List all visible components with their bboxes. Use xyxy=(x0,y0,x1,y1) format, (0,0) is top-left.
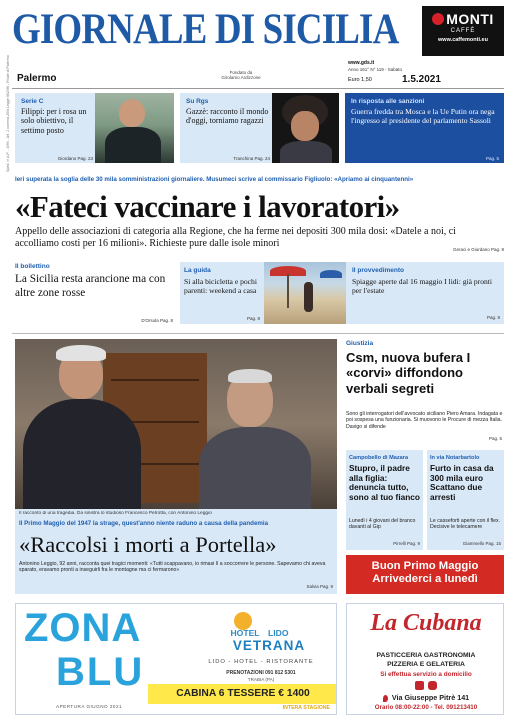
teaser-photo-singer xyxy=(272,93,339,163)
ad-cubana-line1: PASTICCERIA GASTRONOMIA xyxy=(376,652,476,659)
teaser-category: In risposta alle sanzioni xyxy=(351,98,425,105)
masthead-issue: Anno 161° N° 119 - Sabato xyxy=(348,67,403,72)
ad-cubana-brand: La Cubana xyxy=(370,610,482,636)
location-pin-icon xyxy=(383,695,388,702)
ad-la-cubana[interactable] xyxy=(346,603,504,715)
teaser-photo-coach xyxy=(95,93,174,163)
masthead-price: Euro 1,50 xyxy=(348,77,372,83)
lead-summary: Appello delle associazioni di categoria alla Regione, che ha ferme nei depositi 300 mila dosi: «Datele a noi, ci accolliamo costi per 16 milioni». Richieste pure dalle isole minori xyxy=(15,226,456,250)
ad-brand-top: ZONA xyxy=(24,606,142,650)
ad-offer-sub: INTERA STAGIONE xyxy=(282,705,330,711)
mid-category: Il bollettino xyxy=(15,263,50,270)
mid-category: Il provvedimento xyxy=(352,267,405,274)
small-headline: Stupro, il padre alla figlia: denuncia tutto, sono al tuo fianco xyxy=(349,463,420,502)
story-headline[interactable]: «Raccolsi i morti a Portella» xyxy=(19,532,277,557)
lead-ref: Geraci e Giordano Pag. 8 xyxy=(452,247,504,252)
masthead-rule xyxy=(12,88,504,89)
teaser-ref: Pag. 5 xyxy=(485,156,499,161)
masthead-website[interactable]: www.gds.it xyxy=(348,60,375,66)
ad-cubana-line3: Si effettua servizio a domicilio xyxy=(380,671,472,678)
instagram-icon[interactable] xyxy=(428,681,437,690)
greeting-banner[interactable] xyxy=(346,555,504,594)
greeting-line2: Arrivederci a lunedì xyxy=(372,573,478,585)
small-ref: Pirrelli Pag. 9 xyxy=(393,541,420,546)
ad-services: LIDO - HOTEL - RISTORANTE xyxy=(208,659,314,665)
ad-offer xyxy=(148,684,337,704)
mid-guida[interactable] xyxy=(180,262,264,324)
masthead-founded: Fondato da Girolamo Ardizzone xyxy=(221,70,261,81)
mid-category: La guida xyxy=(184,267,211,274)
teaser-category: Serie C xyxy=(21,98,44,105)
sponsor-brand: MONTI xyxy=(446,11,494,27)
justice-story[interactable] xyxy=(346,339,504,443)
small-ref: Giammello Pag. 15 xyxy=(462,541,501,546)
teaser-serie-c[interactable] xyxy=(15,93,174,163)
teaser-category: Su Rgs xyxy=(186,98,209,105)
mid-text: Spiagge aperte dal 16 maggio I lidi: già pronti per l'estate xyxy=(352,277,493,296)
mid-bollettino[interactable] xyxy=(15,262,175,328)
small-body: Lunedì i 4 giovani del branco davanti al Gip xyxy=(349,518,416,531)
sponsor-url: www.caffemonti.eu xyxy=(438,37,488,43)
mid-ref: Pag. 8 xyxy=(486,315,500,320)
teaser-text: Filippi: per i rosa un solo obiettivo, il settimo posto xyxy=(21,107,87,135)
justice-headline: Csm, nuova bufera I «corvi» diffondono verbali segreti xyxy=(346,350,471,396)
sponsor-logo[interactable] xyxy=(422,6,504,56)
small-body: Le casseforti aperte con il flex. Decisive le telecamere xyxy=(430,518,501,531)
teaser-ref: Tranchina Pag. 24 xyxy=(233,156,270,161)
ad-hotel-name: VETRANA xyxy=(232,638,306,653)
ad-hotel-line1: HOTEL xyxy=(230,628,260,638)
ad-zona-blu[interactable] xyxy=(15,603,337,715)
teaser-gazze[interactable] xyxy=(180,93,339,163)
social-icons xyxy=(413,681,439,691)
ad-brand-bottom: BLU xyxy=(56,650,145,694)
story-ref: Salvia Pag. 9 xyxy=(306,584,333,589)
justice-category: Giustizia xyxy=(346,340,374,347)
ad-booking: PRENOTAZIONI 091 812 5301 xyxy=(226,670,296,676)
ad-hotel-line2: LIDO xyxy=(268,628,289,638)
mid-beach-photo xyxy=(264,262,346,324)
story-notarbartolo[interactable] xyxy=(427,450,504,550)
ad-cubana-address: Via Giuseppe Pitrè 141 xyxy=(347,693,504,702)
small-category: Campobello di Mazara xyxy=(349,455,409,461)
mid-ref: Pag. 8 xyxy=(246,316,260,321)
teaser-text: Gazzè: racconto il mondo d'oggi, torniamo ragazzi xyxy=(186,107,269,126)
small-category: In via Notarbartolo xyxy=(430,455,480,461)
story-kicker: Il Primo Maggio del 1947 la strage, quest'anno niente raduno a causa della pandemia xyxy=(19,520,269,527)
sponsor-sub: CAFFÈ xyxy=(450,28,476,34)
sponsor-mark-icon xyxy=(432,13,444,25)
ad-opening: APERTURA GIUGNO 2021 xyxy=(56,704,123,709)
masthead-title[interactable]: GIORNALE DI SICILIA xyxy=(12,6,399,53)
ad-place: TRABIA (PA) xyxy=(247,677,275,682)
story-campobello[interactable] xyxy=(346,450,423,550)
masthead-date: 1.5.2021 xyxy=(402,74,441,85)
small-headline: Furto in casa da 300 mila euro Scattano due arresti xyxy=(430,463,494,502)
lead-headline[interactable]: «Fateci vaccinare i lavoratori» xyxy=(15,189,400,224)
spine-text: Sped. in A.P. - 45% - Art. 2 comma 20/b Legge 662/96 - Filiale di Palermo xyxy=(6,55,10,172)
justice-body: Sono gli interrogatori dell'avvocato siciliano Piero Amara. Indagata e poi sospesa una funzionaria. Si muovono le Procure di mezza Italia. Davigo si difende xyxy=(346,411,503,430)
masthead-city: Palermo xyxy=(17,73,57,84)
mid-text: Si alla bicicletta e pochi parenti: weekend a casa xyxy=(184,277,257,295)
story-body: Antonino Leggio, 92 anni, racconta quei tragici momenti: «Tutti scappavano, io rimasi lì a soccorrere le persone. Sapevamo chi aveva sparato, eravamo pronti a inseguirli fra le montagne ma ci fermarono» xyxy=(19,561,326,574)
greeting-line1: Buon Primo Maggio xyxy=(371,560,479,572)
mid-rule xyxy=(12,333,504,334)
mid-text: La Sicilia resta arancione ma con altre zone rosse xyxy=(15,273,166,299)
ad-cubana-line2: PIZZERIA E GELATERIA xyxy=(387,661,465,668)
ad-cubana-hours: Orario 08:00-22:00 - Tel. 091213410 xyxy=(374,704,478,711)
teaser-ref: Giordano Pag. 23 xyxy=(57,156,93,161)
ad-offer-text: CABINA 6 TESSERE € 1400 xyxy=(176,688,310,699)
facebook-icon[interactable] xyxy=(415,681,424,690)
story-caption: Il racconto di una tragedia. Da sinistra lo studioso Francesco Petrotta, con Antonino Leggio xyxy=(19,511,212,516)
mid-provvedimento[interactable] xyxy=(346,262,504,324)
justice-ref: Pag. 5 xyxy=(488,436,502,441)
mid-ref: D'Orsola Pag. 8 xyxy=(141,318,173,323)
teaser-text: Guerra fredda tra Mosca e la Ue Putin ora nega l'ingresso al presidente del parlamento Sassoli xyxy=(351,107,495,125)
teaser-mosca-ue[interactable] xyxy=(345,93,504,163)
story-photo xyxy=(15,339,337,509)
lead-kicker: Ieri superata la soglia delle 30 mila somministrazioni giornaliere. Musumeci scrive al commissario Figliuolo: «Apriamo ai cinquantenni» xyxy=(15,176,414,183)
photo-story[interactable] xyxy=(15,339,337,594)
